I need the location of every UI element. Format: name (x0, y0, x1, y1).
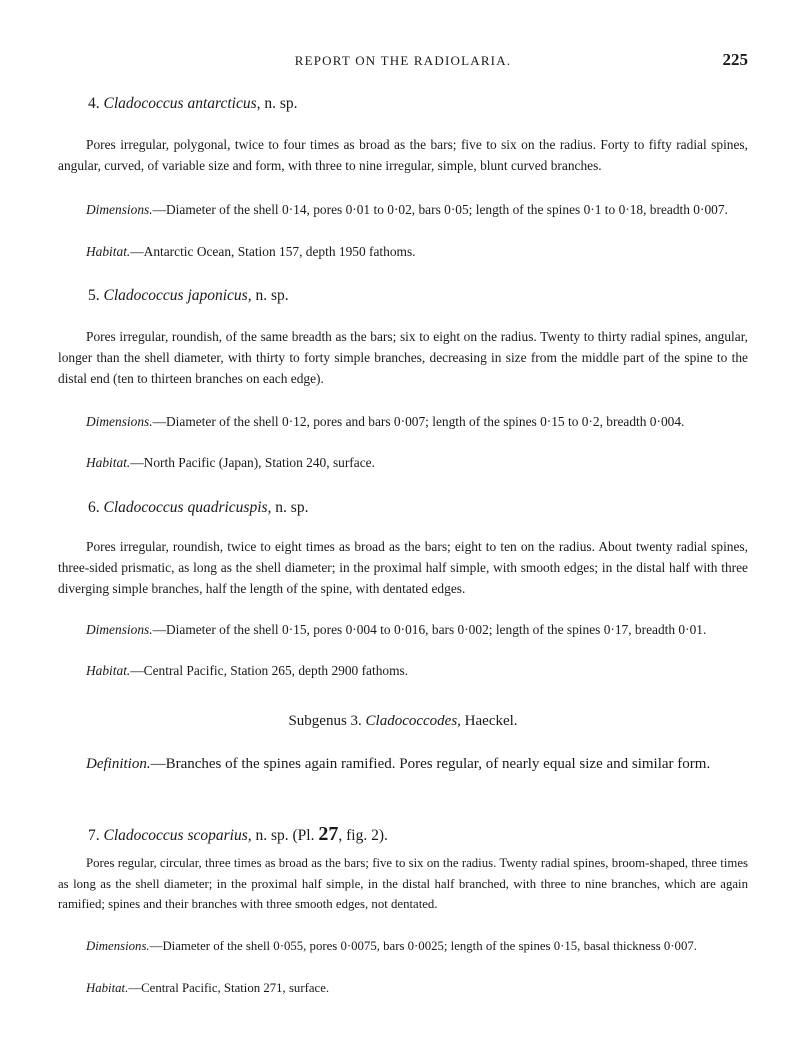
subgenus-name: Cladococcodes, (365, 713, 461, 729)
habitat-label: Habitat. (86, 663, 131, 678)
dimensions-text: —Diameter of the shell 0·055, pores 0·0075, bars 0·0025; length of the spines 0·15, basal thickness 0·007. (149, 939, 697, 953)
dimensions-label: Dimensions. (86, 414, 153, 429)
species-habitat-5 (58, 452, 748, 473)
species-number: 4. (88, 95, 100, 112)
species-heading-5 (88, 287, 289, 305)
species-number: 6. (88, 499, 100, 516)
species-dimensions-5 (58, 411, 748, 432)
dimensions-text: —Diameter of the shell 0·14, pores 0·01 to 0·02, bars 0·05; length of the spines 0·1 to 0·18, breadth 0·007. (152, 202, 728, 217)
species-heading-7 (88, 823, 388, 846)
definition-label: Definition. (86, 756, 151, 772)
species-description-7: Pores regular, circular, three times as broad as the bars; five to six on the radius. Twenty radial spines, broom-shaped, three times as long as the shell diameter; in the proximal half simple, in the distal half branched, with three to nine branches, which are again ramified; spines and their branches with three smooth edges, not dentated. (58, 856, 748, 911)
habitat-text: —Antarctic Ocean, Station 157, depth 1950 fathoms. (130, 244, 416, 259)
species-dimensions-7 (58, 936, 748, 957)
plate-suffix: , fig. 2). (338, 827, 388, 844)
subgenus-definition (58, 752, 748, 776)
habitat-label: Habitat. (86, 244, 131, 259)
species-name: Cladococcus japonicus, (103, 287, 252, 304)
subgenus-heading (58, 713, 748, 730)
dimensions-label: Dimensions. (86, 939, 150, 953)
dimensions-label: Dimensions. (86, 622, 153, 637)
species-habitat-6 (58, 660, 748, 681)
dimensions-label: Dimensions. (86, 202, 153, 217)
species-name: Cladococcus quadricuspis, (103, 499, 272, 516)
species-number: 7. (88, 827, 100, 844)
habitat-label: Habitat. (86, 981, 129, 995)
dimensions-text: —Diameter of the shell 0·15, pores 0·004 to 0·016, bars 0·002; length of the spines 0·17, breadth 0·01. (152, 622, 707, 637)
species-dimensions-4 (58, 199, 748, 220)
plate-number: 27 (318, 823, 339, 845)
species-name: Cladococcus antarcticus, (103, 95, 261, 112)
species-heading-4 (88, 95, 298, 113)
definition-text: —Branches of the spines again ramified. Pores regular, of nearly equal size and similar form. (150, 756, 711, 772)
species-habitat-7 (58, 978, 748, 999)
page-number: 225 (722, 50, 748, 69)
subgenus-suffix: Haeckel. (460, 713, 518, 729)
running-title: REPORT ON THE RADIOLARIA. (294, 53, 512, 68)
species-number: 5. (88, 287, 100, 304)
species-description-4: Pores irregular, polygonal, twice to four times as broad as the bars; five to six on the radius. Forty to fifty radial spines, angular, curved, of variable size and form, with three to nine irregular, simple, blunt curved branches. (58, 137, 748, 173)
species-habitat-4 (58, 241, 748, 262)
habitat-text: —Central Pacific, Station 271, surface. (128, 981, 330, 995)
species-description-6: Pores irregular, roundish, twice to eight times as broad as the bars; eight to ten on the radius. About twenty radial spines, three-sided prismatic, as long as the shell diameter; in the proximal half simple, with smooth edges; in the distal half with three diverging simple branches, half the length of the spine, with dentated edges. (58, 539, 748, 596)
species-dimensions-6 (58, 619, 748, 640)
species-suffix: n. sp. (260, 95, 298, 112)
dimensions-text: —Diameter of the shell 0·12, pores and bars 0·007; length of the spines 0·15 to 0·2, breadth 0·004. (152, 414, 685, 429)
species-description-5: Pores irregular, roundish, of the same breadth as the bars; six to eight on the radius. Twenty to thirty radial spines, angular, longer than the shell diameter, with thirty to forty simple branches, decreasing in size from the middle part of the spine to the distal end (ten to thirteen branches on each edge). (58, 329, 748, 386)
species-name: Cladococcus scoparius, (103, 827, 252, 844)
species-heading-6 (88, 499, 308, 517)
habitat-text: —North Pacific (Japan), Station 240, surface. (130, 455, 375, 470)
habitat-text: —Central Pacific, Station 265, depth 2900 fathoms. (130, 663, 409, 678)
species-suffix: n. sp. (Pl. (251, 827, 319, 844)
species-suffix: n. sp. (271, 499, 309, 516)
subgenus-prefix: Subgenus 3. (288, 713, 366, 729)
running-head (58, 50, 748, 72)
species-suffix: n. sp. (251, 287, 289, 304)
habitat-label: Habitat. (86, 455, 131, 470)
